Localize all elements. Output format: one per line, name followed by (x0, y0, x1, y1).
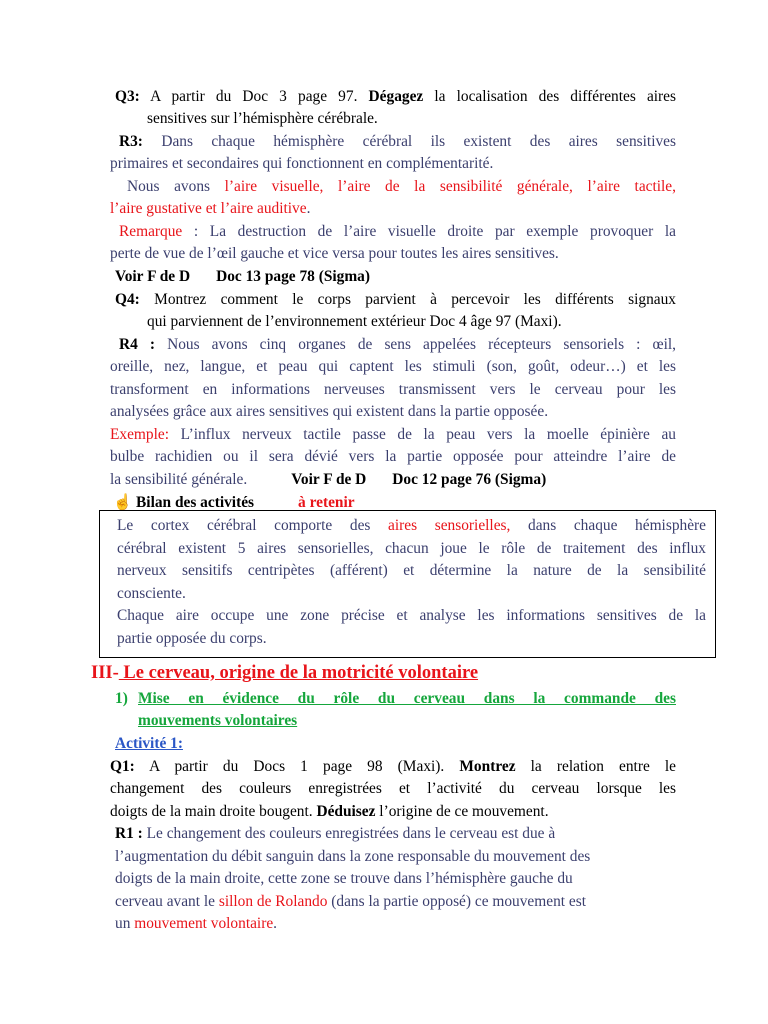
q3-bold-verb: Dégagez (368, 88, 424, 105)
r3-label: R3: (119, 133, 143, 150)
r1-line-5 (115, 913, 277, 935)
r3-period: . (306, 200, 311, 217)
r1-mouvement-volontaire: mouvement volontaire (134, 915, 274, 932)
box-aires-sensorielles: aires sensorielles, (388, 517, 511, 534)
subsection-1-line-2: mouvements volontaires (138, 712, 298, 729)
r1-line-2: l’augmentation du débit sanguin dans la zone responsable du mouvement des (115, 848, 591, 865)
q1-line-1 (110, 756, 676, 778)
q4-label: Q4: (115, 291, 140, 308)
q1-label: Q1: (110, 758, 135, 775)
remarque-label: Remarque (119, 223, 183, 240)
q1-text-end: la relation entre le (515, 758, 677, 775)
r3-line-1 (119, 131, 676, 153)
r1-period: . (273, 915, 278, 932)
exemple-line-2: bulbe rachidien ou il sera dévié vers la partie opposée pour atteindre l’aire de (110, 448, 676, 465)
voir-fd-label-2: Voir F de D (291, 471, 367, 488)
section-3-title: Le cerveau, origine de la motricité volontaire (118, 663, 479, 683)
box-line-6: partie opposée du corps. (117, 630, 267, 647)
activite-1-heading: Activité 1: (115, 735, 183, 752)
voir-doc-ref-2: Doc 12 page 76 (Sigma) (392, 471, 547, 488)
exemple-line-3 (110, 469, 546, 491)
section-3-number: III- (91, 663, 119, 683)
a-retenir-label: à retenir (298, 494, 355, 511)
r1-sillon-rolando: sillon de Rolando (218, 893, 328, 910)
voir-doc-ref: Doc 13 page 78 (Sigma) (216, 268, 371, 285)
voir-reference-1 (115, 266, 370, 288)
q4-line-1 (115, 289, 676, 311)
q3-label: Q3: (115, 88, 140, 105)
remarque-text: : La destruction de l’aire visuelle droite par exemple provoquer la (182, 223, 676, 240)
q1-text-3: doigts de la main droite bougent. (110, 803, 317, 820)
r1-text-4: cerveau avant le (115, 893, 219, 910)
voir-fd-label: Voir F de D (115, 268, 191, 285)
q1-bold-verb-2: Déduisez (316, 803, 376, 820)
q3-line-2: sensitives sur l’hémisphère cérébrale. (147, 110, 378, 127)
r4-line-3: transforment en informations nerveuses transmissent vers le cerveau pour les (110, 381, 676, 398)
r1-line-4 (115, 891, 586, 913)
box-line-3: nerveux sensitifs centripètes (afférent) et détermine la nature de la sensibilité (117, 562, 706, 579)
r3-nous-avons: Nous avons (127, 178, 225, 195)
q3-text-end: la localisation des différentes aires (423, 88, 677, 105)
r4-line-2: oreille, nez, langue, et peau qui captent les stimuli (son, goût, odeur…) et les (110, 358, 676, 375)
subsection-1-number: 1) (115, 690, 128, 707)
q1-line-3 (110, 801, 549, 823)
r4-text: Nous avons cinq organes de sens appelées récepteurs sensoriels : œil, (155, 336, 676, 353)
q3-line-1 (115, 86, 676, 108)
r3-line-2: primaires et secondaires qui fonctionnent en complémentarité. (110, 155, 494, 172)
bilan-label: Bilan des activités (136, 494, 255, 511)
pointing-hand-icon: ☝ (113, 494, 133, 511)
section-3-heading (91, 662, 478, 684)
r3-line-3 (127, 176, 676, 198)
r1-text-5: un (115, 915, 135, 932)
q1-text-3-end: l’origine de ce mouvement. (375, 803, 549, 820)
exemple-text: L’influx nerveux tactile passe de la peau vers la moelle épinière au (168, 426, 676, 443)
q1-bold-verb: Montrez (459, 758, 516, 775)
box-line-2: cérébral existent 5 aires sensorielles, chacun joue le rôle de traitement des influx (117, 540, 706, 557)
q4-line-2: qui parviennent de l’environnement extérieur Doc 4 âge 97 (Maxi). (147, 313, 562, 330)
r1-text: Le changement des couleurs enregistrées dans le cerveau est due à (142, 825, 556, 842)
r3-aires-list: l’aire visuelle, l’aire de la sensibilité générale, l’aire tactile, (224, 178, 676, 195)
q1-text: A partir du Docs 1 page 98 (Maxi). (134, 758, 460, 775)
box-line-5: Chaque aire occupe une zone précise et analyse les informations sensitives de la (117, 607, 706, 624)
r1-label: R1 : (115, 825, 143, 842)
r4-label: R4 : (119, 336, 156, 353)
box-line-4: consciente. (117, 585, 186, 602)
remarque-line-2: perte de vue de l’œil gauche et vice versa pour toutes les aires sensitives. (110, 245, 559, 262)
remarque-line-1 (119, 221, 676, 243)
r1-line-3: doigts de la main droite, cette zone se trouve dans l’hémisphère gauche du (115, 870, 573, 887)
box-text: Le cortex cérébral comporte des (117, 517, 389, 534)
r3-aires-list-end: l’aire gustative et l’aire auditive (110, 200, 307, 217)
r3-line-4 (110, 198, 310, 220)
r3-text: Dans chaque hémisphère cérébral ils existent des aires sensitives (142, 133, 676, 150)
exemple-line-1 (110, 424, 676, 446)
box-text-end: dans chaque hémisphère (510, 517, 706, 534)
exemple-text-end: la sensibilité générale. (110, 471, 248, 488)
q4-text: Montrez comment le corps parvient à percevoir les différents signaux (139, 291, 676, 308)
r4-line-1 (119, 334, 676, 356)
subsection-1-line-1: Mise en évidence du rôle du cerveau dans la commande des (138, 690, 676, 707)
box-line-1 (117, 515, 706, 537)
q3-text: A partir du Doc 3 page 97. (139, 88, 369, 105)
r4-line-4: analysées grâce aux aires sensitives qui existent dans la partie opposée. (110, 403, 549, 420)
exemple-label: Exemple: (110, 426, 169, 443)
r1-text-4-end: (dans la partie opposé) ce mouvement est (327, 893, 586, 910)
r1-line-1 (115, 823, 555, 845)
q1-line-2: changement des couleurs enregistrées et l’activité du cerveau lorsque les (110, 780, 676, 797)
